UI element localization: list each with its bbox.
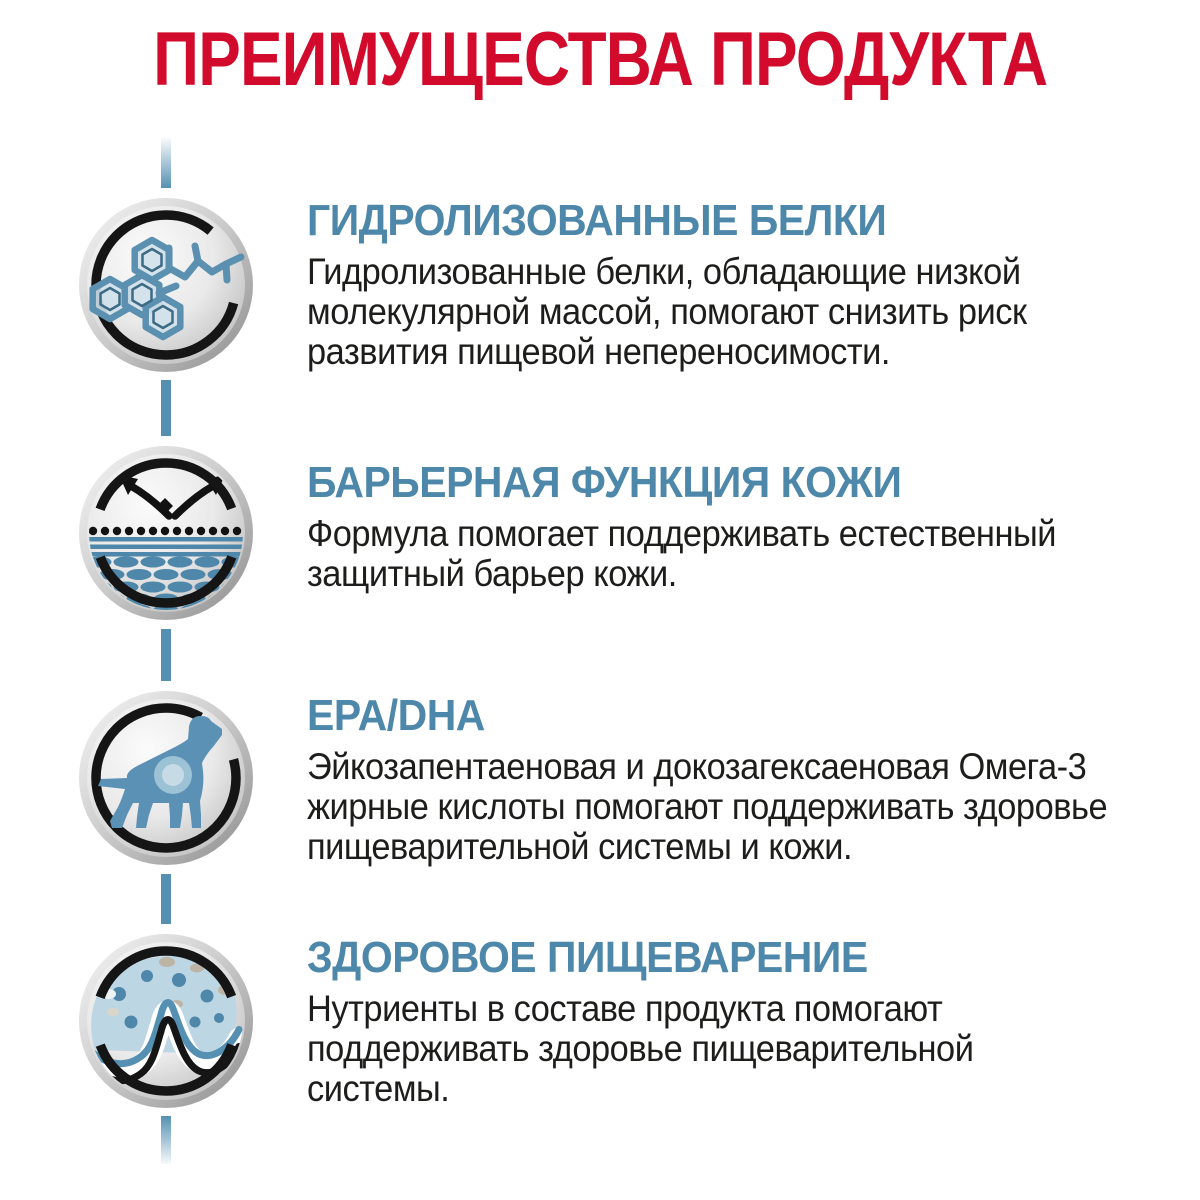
skin-barrier-icon bbox=[79, 446, 253, 620]
body-line: Формула помогает поддерживать естественный bbox=[307, 513, 1057, 554]
title-row bbox=[0, 17, 1200, 102]
body-line: Гидролизованные белки, обладающие низкой bbox=[307, 251, 1021, 292]
section-hydrolyzed-proteins bbox=[307, 196, 1197, 372]
body-line: поддерживать здоровье пищеварительной bbox=[307, 1028, 974, 1069]
connector-line-segment bbox=[161, 1116, 171, 1164]
connector-line-segment bbox=[161, 874, 171, 924]
section-healthy-digestion bbox=[307, 933, 1197, 1109]
body-line: системы. bbox=[307, 1068, 450, 1109]
section-skin-barrier bbox=[307, 458, 1197, 594]
section-heading: ГИДРОЛИЗОВАННЫЕ БЕЛКИ bbox=[307, 196, 887, 245]
page-title: ПРЕИМУЩЕСТВА ПРОДУКТА bbox=[152, 17, 1048, 102]
body-line: защитный барьер кожи. bbox=[307, 553, 677, 594]
section-epa-dha bbox=[307, 691, 1197, 867]
body-line: молекулярной массой, помогают снизить риск bbox=[307, 291, 1027, 332]
section-body bbox=[307, 747, 1167, 867]
digestion-icon bbox=[79, 934, 253, 1108]
section-heading: ЗДОРОВОЕ ПИЩЕВАРЕНИЕ bbox=[307, 933, 868, 982]
section-body bbox=[307, 252, 1081, 372]
section-heading: БАРЬЕРНАЯ ФУНКЦИЯ КОЖИ bbox=[307, 458, 902, 507]
connector-line-segment bbox=[161, 136, 171, 188]
molecule-icon bbox=[79, 198, 253, 372]
connector-line-segment bbox=[161, 629, 171, 681]
connector-line-segment bbox=[161, 380, 171, 436]
section-heading: EPA/DHA bbox=[307, 691, 485, 740]
body-line: Эйкозапентаеновая и докозагексаеновая Омега-3 bbox=[307, 746, 1087, 787]
body-line: развития пищевой непереносимости. bbox=[307, 331, 891, 372]
dog-omega3-icon bbox=[79, 691, 253, 865]
body-line: пищеварительной системы и кожи. bbox=[307, 826, 853, 867]
section-body bbox=[307, 514, 1112, 594]
body-line: жирные кислоты помогают поддерживать здоровье bbox=[307, 786, 1108, 827]
section-body bbox=[307, 989, 1024, 1109]
body-line: Нутриенты в составе продукта помогают bbox=[307, 988, 943, 1029]
